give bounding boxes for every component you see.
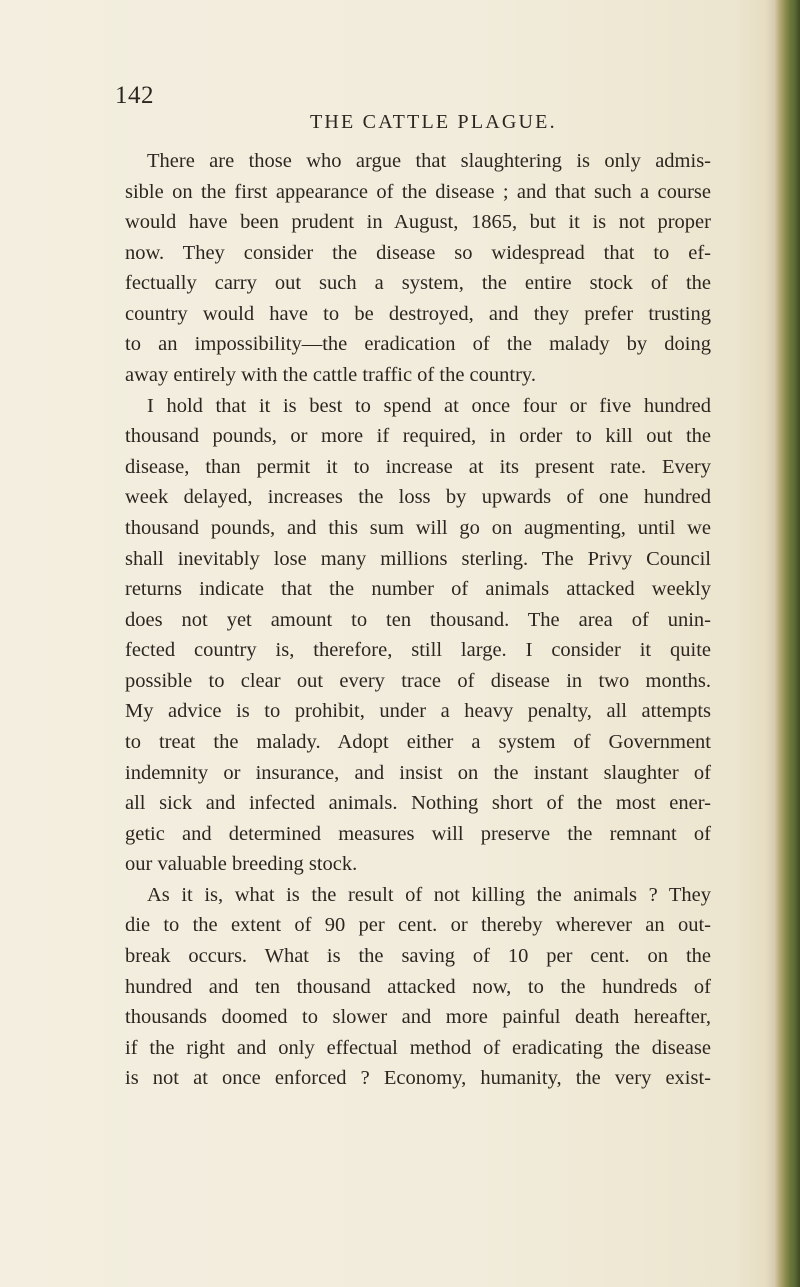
book-binding-edge	[774, 0, 800, 1287]
text-line: thousand pounds, and this sum will go on augmenting, until we	[125, 516, 711, 539]
text-line: all sick and infected animals. Nothing short of the most ener-	[125, 792, 711, 815]
text-line: now. They consider the disease so widespread that to ef-	[125, 241, 711, 264]
text-line: indemnity or insurance, and insist on the instant slaughter of	[125, 761, 711, 784]
text-line: die to the extent of 90 per cent. or thereby wherever an out-	[125, 914, 711, 937]
text-line: fected country is, therefore, still large. I consider it quite	[125, 639, 711, 662]
running-head: THE CATTLE PLAGUE.	[310, 111, 557, 133]
text-line: getic and determined measures will preserve the remnant of	[125, 822, 711, 845]
text-line: There are those who argue that slaughtering is only admis-	[147, 150, 711, 172]
text-line: thousand pounds, or more if required, in order to kill out the	[125, 425, 711, 448]
text-line: As it is, what is the result of not killing the animals ? They	[147, 883, 711, 906]
text-line: would have been prudent in August, 1865, but it is not proper	[125, 211, 711, 234]
body-text	[125, 146, 711, 1094]
text-line: our valuable breeding stock.	[125, 853, 358, 876]
text-line: week delayed, increases the loss by upwards of one hundred	[125, 486, 711, 509]
text-line: does not yet amount to ten thousand. The area of unin-	[125, 608, 711, 631]
text-line: thousands doomed to slower and more painful death hereafter,	[125, 1006, 711, 1029]
text-line: country would have to be destroyed, and they prefer trusting	[125, 302, 711, 325]
text-line: is not at once enforced ? Economy, humanity, the very exist-	[125, 1067, 711, 1090]
text-line: returns indicate that the number of animals attacked weekly	[125, 578, 711, 601]
text-line: if the right and only effectual method of eradicating the disease	[125, 1036, 711, 1059]
text-line: fectually carry out such a system, the entire stock of the	[125, 272, 711, 295]
text-line: to an impossibility—the eradication of the malady by doing	[125, 333, 711, 356]
text-line: break occurs. What is the saving of 10 per cent. on the	[125, 945, 711, 968]
text-line: shall inevitably lose many millions sterling. The Privy Council	[125, 547, 711, 570]
text-line: away entirely with the cattle traffic of the country.	[125, 364, 536, 387]
text-line: sible on the first appearance of the disease ; and that such a course	[125, 180, 711, 203]
text-line: hundred and ten thousand attacked now, to the hundreds of	[125, 975, 711, 998]
text-line: disease, than permit it to increase at its present rate. Every	[125, 455, 711, 478]
page-number: 142	[115, 82, 154, 109]
text-line: My advice is to prohibit, under a heavy penalty, all attempts	[125, 700, 711, 723]
text-line: I hold that it is best to spend at once four or five hundred	[147, 394, 711, 417]
text-line: possible to clear out every trace of disease in two months.	[125, 669, 711, 692]
text-line: to treat the malady. Adopt either a system of Government	[125, 730, 711, 753]
